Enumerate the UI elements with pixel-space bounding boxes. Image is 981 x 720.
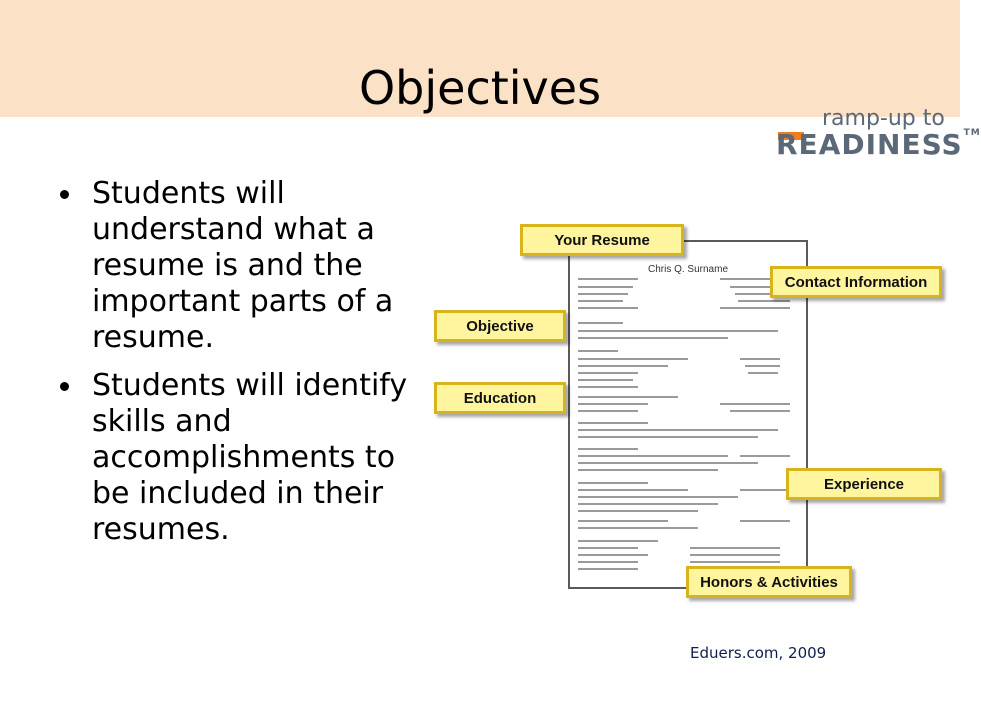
resume-text-line: [578, 286, 633, 288]
callout-objective: Objective: [434, 310, 566, 342]
resume-text-line: [578, 561, 638, 563]
resume-text-line: [578, 307, 638, 309]
resume-text-line: [578, 482, 648, 484]
resume-text-line: [578, 350, 618, 352]
logo-wordmark-text: READINESS: [776, 128, 963, 161]
resume-name: Chris Q. Surname: [647, 264, 729, 275]
resume-text-line: [720, 307, 790, 309]
resume-text-line: [578, 396, 678, 398]
resume-text-line: [578, 358, 688, 360]
resume-text-line: [690, 554, 780, 556]
resume-text-line: [740, 358, 780, 360]
resume-text-line: [745, 365, 780, 367]
resume-text-line: [578, 547, 638, 549]
resume-text-line: [690, 561, 780, 563]
resume-text-line: [578, 455, 728, 457]
logo-tagline: ramp-up to: [822, 106, 945, 131]
resume-text-line: [578, 330, 778, 332]
callout-your-resume: Your Resume: [520, 224, 684, 256]
ramp-up-logo: [772, 106, 981, 162]
resume-text-line: [578, 503, 718, 505]
resume-text-line: [578, 322, 623, 324]
resume-text-line: [578, 520, 668, 522]
logo-trademark: TM: [963, 128, 981, 138]
resume-text-line: [578, 337, 728, 339]
resume-text-line: [738, 300, 790, 302]
resume-text-line: [578, 278, 638, 280]
bullet-icon: [60, 190, 69, 199]
slide-title: Objectives: [358, 61, 602, 115]
resume-text-line: [740, 455, 790, 457]
resume-text-line: [578, 527, 698, 529]
resume-diagram: [430, 222, 950, 612]
resume-text-line: [578, 293, 628, 295]
resume-text-line: [740, 489, 790, 491]
resume-text-line: [578, 429, 778, 431]
objective-item: [56, 368, 416, 548]
resume-text-line: [578, 489, 688, 491]
resume-text-line: [578, 436, 758, 438]
resume-text-line: [578, 568, 638, 570]
callout-education: Education: [434, 382, 566, 414]
resume-text-line: [730, 410, 790, 412]
resume-text-line: [578, 386, 638, 388]
resume-text-line: [578, 365, 668, 367]
resume-text-line: [740, 520, 790, 522]
objective-item: [56, 176, 416, 356]
callout-contact-information: Contact Information: [770, 266, 942, 298]
resume-text-line: [720, 403, 790, 405]
resume-text-line: [578, 462, 758, 464]
resume-text-line: [578, 540, 658, 542]
resume-text-line: [578, 410, 638, 412]
objective-text: Students will understand what a resume is and the important parts of a resume.: [92, 176, 394, 355]
resume-text-line: [578, 379, 633, 381]
callout-honors-activities: Honors & Activities: [686, 566, 852, 598]
objective-list: [56, 176, 416, 560]
resume-text-line: [578, 448, 638, 450]
resume-text-line: [578, 469, 718, 471]
resume-text-line: [578, 422, 648, 424]
image-credit: Eduers.com, 2009: [690, 644, 827, 662]
resume-text-line: [748, 372, 778, 374]
resume-text-line: [578, 300, 623, 302]
resume-text-line: [578, 510, 698, 512]
objective-text: Students will identify skills and accomplishments to be included in their resumes.: [92, 368, 408, 547]
resume-text-line: [690, 547, 780, 549]
callout-experience: Experience: [786, 468, 942, 500]
resume-text-line: [578, 554, 648, 556]
bullet-icon: [60, 382, 69, 391]
resume-text-line: [578, 496, 738, 498]
resume-text-line: [578, 403, 648, 405]
logo-wordmark: [776, 128, 981, 161]
resume-text-line: [578, 372, 638, 374]
